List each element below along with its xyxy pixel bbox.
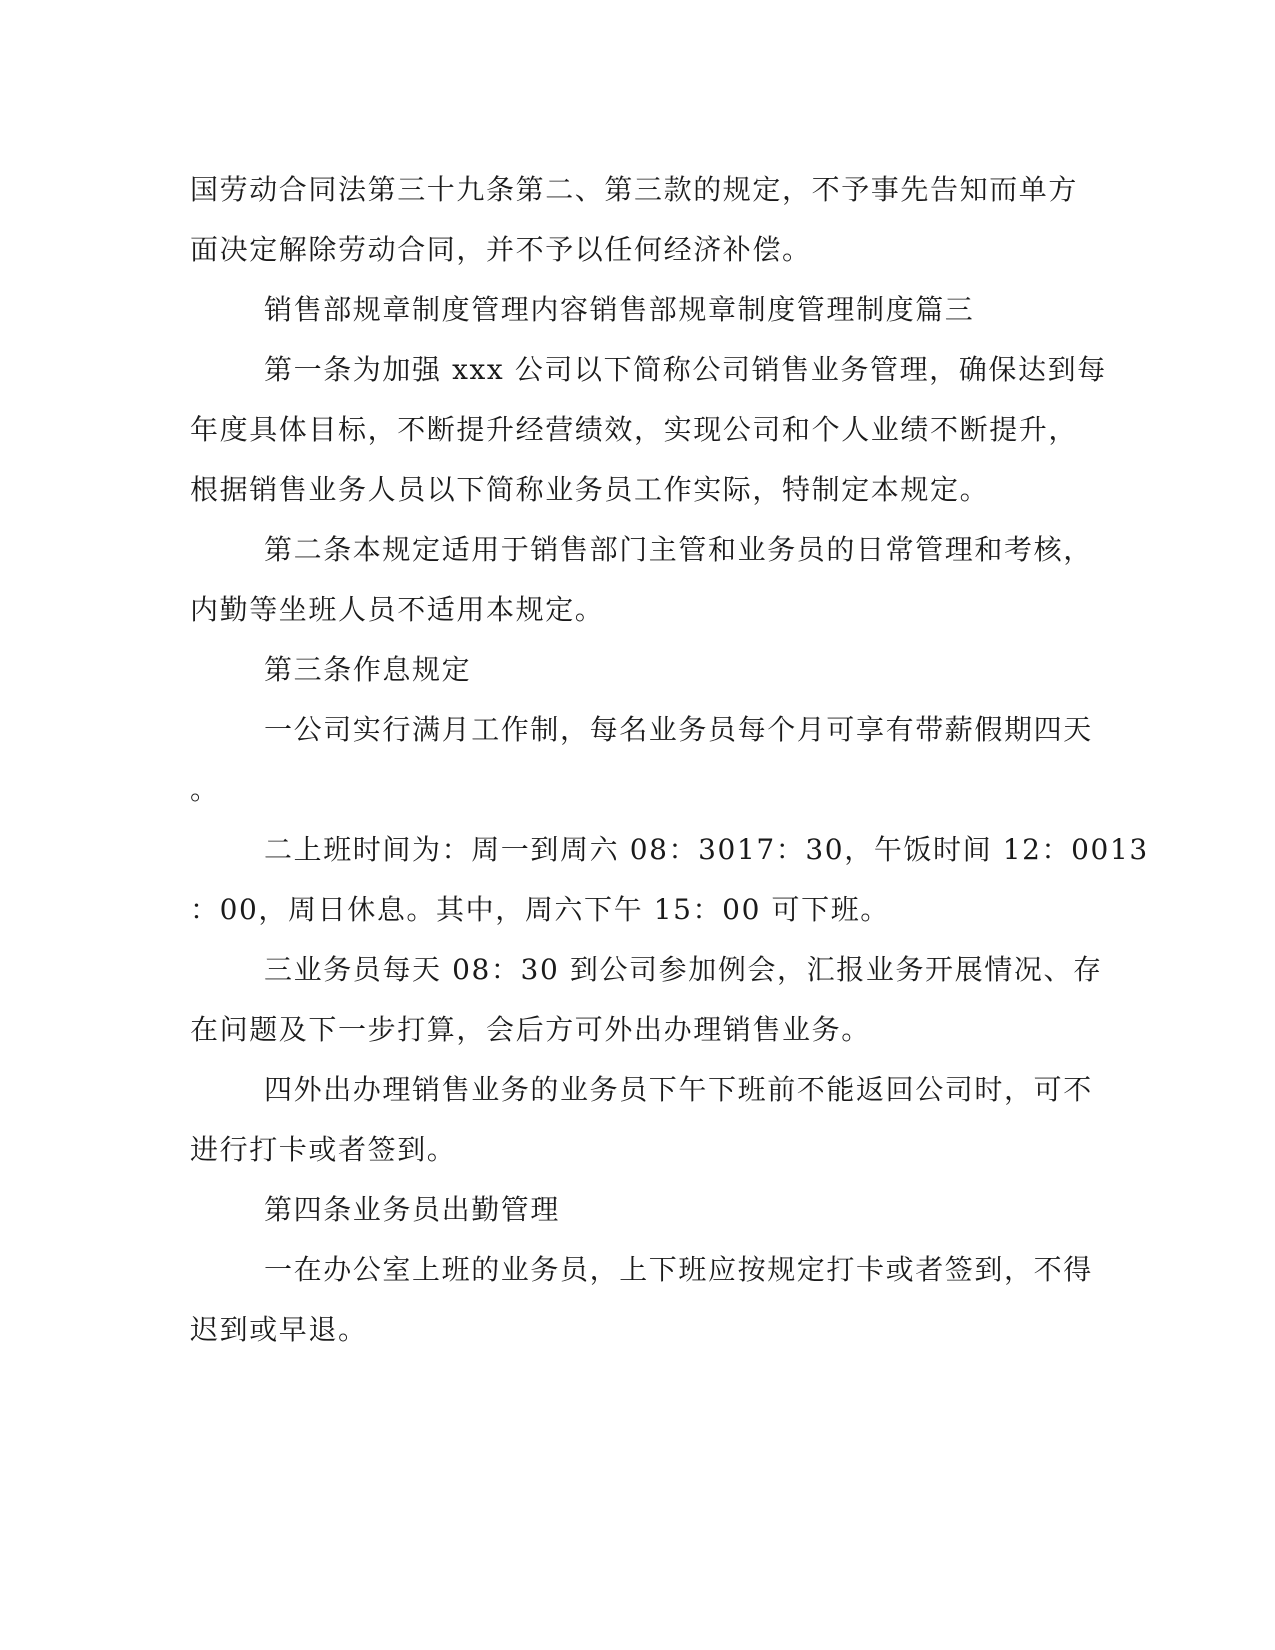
text-line: 一在办公室上班的业务员，上下班应按规定打卡或者签到，不得 xyxy=(264,1253,1093,1286)
text-line: 第一条为加强 xxx 公司以下简称公司销售业务管理，确保达到每 xyxy=(264,353,1107,386)
text-line: 三业务员每天 08：30 到公司参加例会，汇报业务开展情况、存 xyxy=(264,953,1103,986)
article-heading: 第三条作息规定 xyxy=(264,653,472,686)
text-line: 四外出办理销售业务的业务员下午下班前不能返回公司时，可不 xyxy=(264,1073,1093,1106)
text-line: 第二条本规定适用于销售部门主管和业务员的日常管理和考核， xyxy=(264,533,1093,566)
text-line: 面决定解除劳动合同，并不予以任何经济补偿。 xyxy=(190,233,812,266)
text-line: 进行打卡或者签到。 xyxy=(190,1133,457,1166)
text-line: 根据销售业务人员以下简称业务员工作实际，特制定本规定。 xyxy=(190,473,990,506)
text-line: 国劳动合同法第三十九条第二、第三款的规定，不予事先告知而单方 xyxy=(190,173,1079,206)
text-line: 二上班时间为：周一到周六 08：3017：30，午饭时间 12：0013 xyxy=(264,833,1149,866)
section-heading: 销售部规章制度管理内容销售部规章制度管理制度篇三 xyxy=(264,293,975,326)
text-line: 一公司实行满月工作制，每名业务员每个月可享有带薪假期四天 xyxy=(264,713,1093,746)
text-line: 年度具体目标，不断提升经营绩效，实现公司和个人业绩不断提升， xyxy=(190,413,1079,446)
text-line: 迟到或早退。 xyxy=(190,1313,368,1346)
text-line: 在问题及下一步打算，会后方可外出办理销售业务。 xyxy=(190,1013,871,1046)
article-heading: 第四条业务员出勤管理 xyxy=(264,1193,561,1226)
text-line: 内勤等坐班人员不适用本规定。 xyxy=(190,593,605,626)
text-line: ：00，周日休息。其中，周六下午 15：00 可下班。 xyxy=(190,893,890,926)
text-line: 。 xyxy=(190,773,220,806)
